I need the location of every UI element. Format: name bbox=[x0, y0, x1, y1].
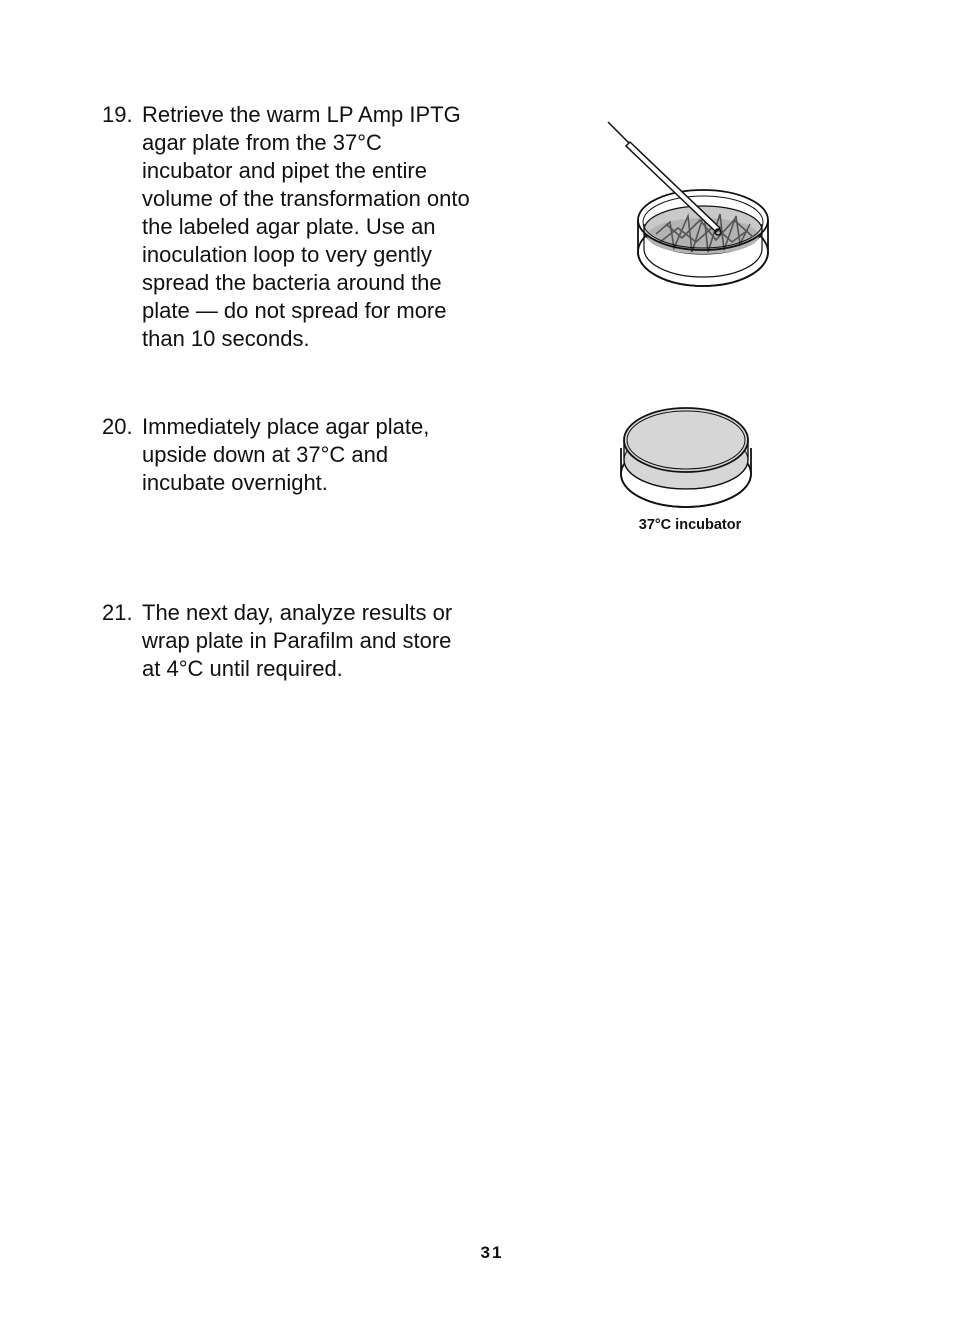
step-line: The next day, analyze results or bbox=[142, 600, 453, 625]
step-line: Immediately place agar plate, bbox=[142, 414, 430, 439]
step-number: 21. bbox=[102, 600, 133, 625]
step-number: 20. bbox=[102, 414, 133, 439]
step-text bbox=[142, 599, 502, 683]
step-line: than 10 seconds. bbox=[142, 326, 310, 351]
step-number: 19. bbox=[102, 102, 133, 127]
step-text bbox=[142, 101, 502, 353]
step-line: incubate overnight. bbox=[142, 470, 328, 495]
inverted-plate-illustration bbox=[612, 400, 762, 516]
step-line: volume of the transformation onto bbox=[142, 186, 470, 211]
petri-dish-loop-icon bbox=[600, 116, 780, 300]
step-line: incubator and pipet the entire bbox=[142, 158, 427, 183]
step-20 bbox=[102, 413, 502, 497]
page-number: 31 bbox=[480, 1243, 504, 1262]
step-line: agar plate from the 37°C bbox=[142, 130, 382, 155]
step-line: wrap plate in Parafilm and store bbox=[142, 628, 452, 653]
step-19 bbox=[102, 101, 502, 353]
incubator-caption: 37°C incubator bbox=[638, 517, 742, 533]
step-line: at 4°C until required. bbox=[142, 656, 343, 681]
step-line: inoculation loop to very gently bbox=[142, 242, 432, 267]
step-text bbox=[142, 413, 502, 497]
step-21 bbox=[102, 599, 502, 683]
step-line: upside down at 37°C and bbox=[142, 442, 389, 467]
petri-dish-spreading-illustration bbox=[600, 116, 780, 300]
step-line: plate — do not spread for more bbox=[142, 298, 447, 323]
petri-dish-upside-down-icon bbox=[612, 400, 762, 516]
step-line: spread the bacteria around the bbox=[142, 270, 442, 295]
step-line: the labeled agar plate. Use an bbox=[142, 214, 436, 239]
step-line: Retrieve the warm LP Amp IPTG bbox=[142, 102, 461, 127]
